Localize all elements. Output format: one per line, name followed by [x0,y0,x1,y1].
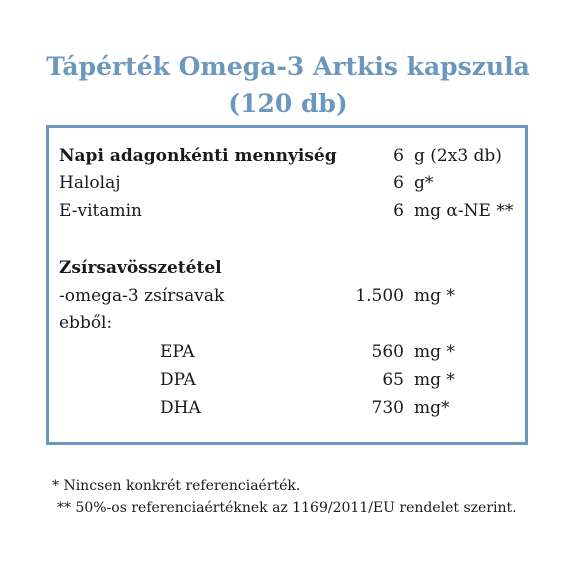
page-title: Tápérték Omega-3 Artkis kapszula [46,52,530,81]
serving-label: Napi adagonkénti mennyiség [59,146,337,166]
row-label-dha: DHA [160,398,201,418]
row-label-omega3: -omega-3 zsírsavak [59,286,225,306]
row-amount-epa: 560 [371,342,404,362]
row-unit-dpa: mg * [414,370,455,390]
section-heading-fatty-acids: Zsírsavösszetétel [59,258,222,278]
row-unit-fish-oil: g* [414,173,434,193]
row-label-vitamin-e: E-vitamin [59,201,142,221]
row-label-fish-oil: Halolaj [59,173,121,193]
row-unit-epa: mg * [414,342,455,362]
row-amount-vitamin-e: 6 [393,201,404,221]
serving-amount: 6 [393,146,404,166]
of-which-label: ebből: [59,313,113,333]
row-amount-dha: 730 [371,398,404,418]
row-label-dpa: DPA [160,370,196,390]
row-unit-omega3: mg * [414,286,455,306]
row-unit-vitamin-e: mg α-NE ** [414,201,514,221]
row-unit-dha: mg* [414,398,450,418]
serving-unit: g (2x3 db) [414,146,502,166]
footnote-no-reference: * Nincsen konkrét referenciaérték. [52,478,301,494]
row-label-epa: EPA [160,342,195,362]
row-amount-omega3: 1.500 [355,286,404,306]
footnote-reference-value: ** 50%-os referenciaértéknek az 1169/2011/EU rendelet szerint. [57,500,517,516]
row-amount-fish-oil: 6 [393,173,404,193]
page-subtitle: (120 db) [228,89,348,118]
row-amount-dpa: 65 [382,370,404,390]
